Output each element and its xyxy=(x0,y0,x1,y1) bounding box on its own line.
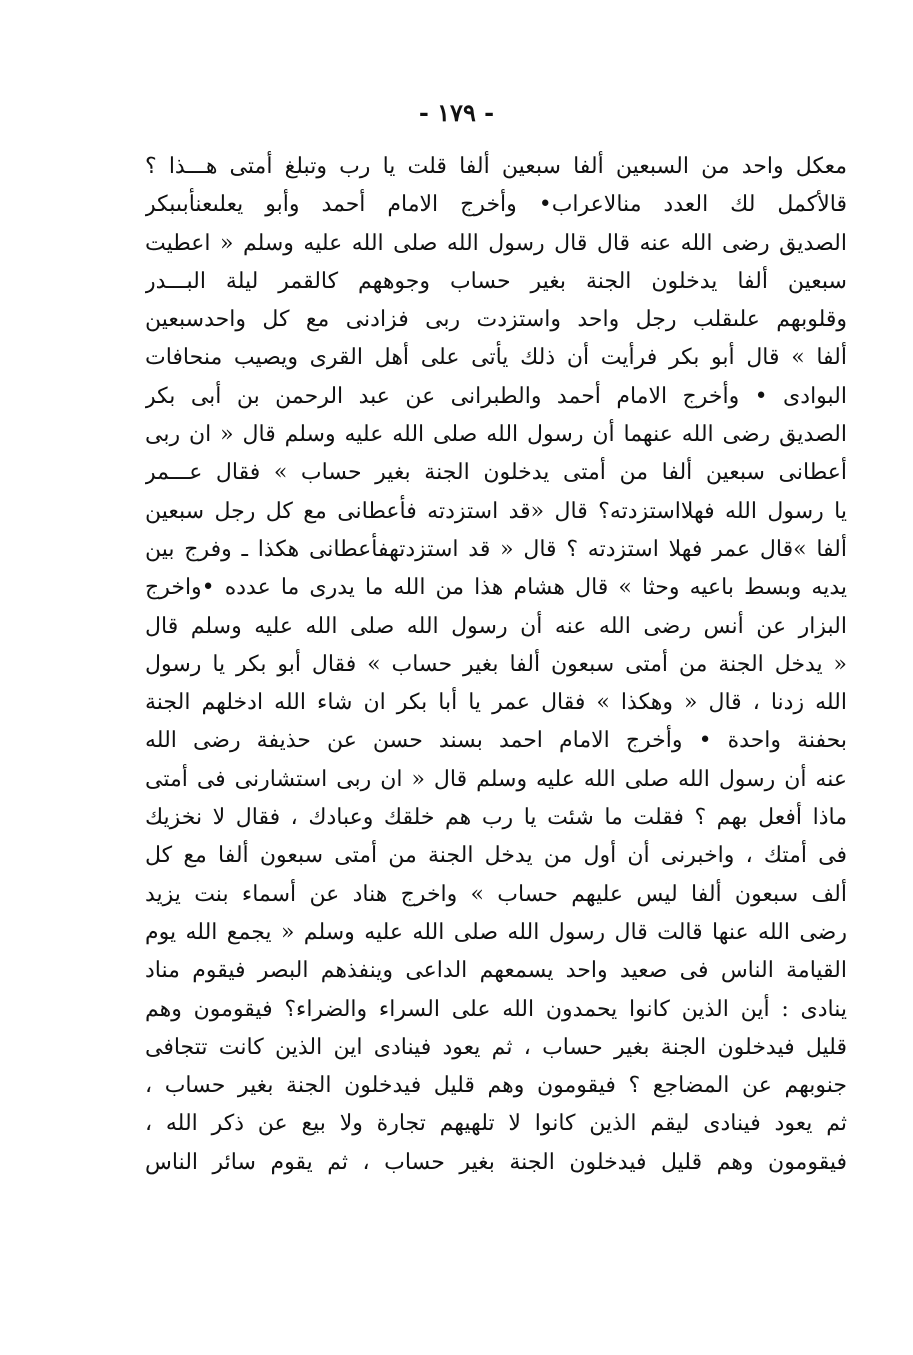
text-line: قليل فيدخلون الجنة بغير حساب ، ثم يعود فينادى اين الذين كانت تتجافى xyxy=(145,1034,847,1060)
text-line: بحفنة واحدة • وأخرج الامام احمد بسند حسن عن حذيفة رضى الله xyxy=(145,728,847,754)
text-line: ألف سبعون ألفا ليس عليهم حساب » واخرج هناد عن أسماء بنت يزيد xyxy=(145,881,847,907)
text-line: يا رسول الله فهلااستزدته؟ قال «قد استزدته فأعطانى مع كل رجل سبعين xyxy=(145,498,847,524)
text-line: ماذا أفعل بهم ؟ فقلت ما شئت يا رب هم خلقك وعبادك ، فقال لا نخزيك xyxy=(145,805,847,831)
text-line: « يدخل الجنة من أمتى سبعون ألفا بغير حساب » فقال أبو بكر يا رسول xyxy=(145,651,847,677)
text-line: البوادى • وأخرج الامام أحمد والطبرانى عن عبد الرحمن بن أبى بكر xyxy=(145,383,847,409)
text-line: ثم يعود فينادى ليقم الذين كانوا لا تلهيهم تجارة ولا بيع عن ذكر الله ، xyxy=(145,1111,847,1137)
text-line: يديه وبسط باعيه وحثا » قال هشام هذا من الله ما يدرى ما عدده •واخرج xyxy=(145,575,847,601)
text-line: سبعين ألفا يدخلون الجنة بغير حساب وجوههم كالقمر ليلة البـــدر xyxy=(145,268,847,294)
text-line: فيقومون وهم قليل فيدخلون الجنة بغير حساب ، ثم يقوم سائر الناس xyxy=(145,1149,847,1175)
page-number: - ١٧٩ - xyxy=(418,98,495,127)
text-line: الصديق رضى الله عنه قال قال رسول الله صلى الله عليه وسلم « اعطيت xyxy=(145,230,847,256)
text-line: ألفا »قال عمر فهلا استزدته ؟ قال « قد استزدتهفأعطانى هكذا ـ وفرج بين xyxy=(145,536,847,562)
text-line: الله زدنا ، قال « وهكذا » فقال عمر يا أبا بكر ان شاء الله ادخلهم الجنة xyxy=(145,690,847,716)
text-line: وقلوبهم علىقلب رجل واحد واستزدت ربى فزادنى مع كل واحدسبعين xyxy=(145,307,847,333)
text-line: رضى الله عنها قالت قال رسول الله صلى الله عليه وسلم « يجمع الله يوم xyxy=(145,919,847,945)
text-line: الصديق رضى الله عنهما أن رسول الله صلى الله عليه وسلم قال « ان ربى xyxy=(145,422,847,448)
text-line: البزار عن أنس رضى الله عنه أن رسول الله صلى الله عليه وسلم قال xyxy=(145,613,847,639)
text-line: قالأكمل لك العدد منالاعراب• وأخرج الامام أحمد وأبو يعلىعنأبىبكر xyxy=(145,192,847,218)
text-line: أعطانى سبعين ألفا من أمتى يدخلون الجنة بغير حساب » فقال عـــمر xyxy=(145,460,847,486)
text-line: فى أمتك ، واخبرنى أن أول من يدخل الجنة من أمتى سبعون ألفا مع كل xyxy=(145,843,847,869)
text-line: القيامة الناس فى صعيد واحد يسمعهم الداعى وينفذهم البصر فيقوم مناد xyxy=(145,958,847,984)
text-line: ألفا » قال أبو بكر فرأيت أن ذلك يأتى على أهل القرى ويصيب منحافات xyxy=(145,345,847,371)
text-line: عنه أن رسول الله صلى الله عليه وسلم قال « ان ربى استشارنى فى أمتى xyxy=(145,766,847,792)
text-line: جنوبهم عن المضاجع ؟ فيقومون وهم قليل فيدخلون الجنة بغير حساب ، xyxy=(145,1073,847,1099)
body-text xyxy=(145,148,847,1182)
text-line: معكل واحد من السبعين ألفا سبعين ألفا قلت يا رب وتبلغ أمتى هـــذا ؟ xyxy=(145,154,847,179)
text-line: ينادى : أين الذين كانوا يحمدون الله على السراء والضراء؟ فيقومون وهم xyxy=(145,996,847,1022)
